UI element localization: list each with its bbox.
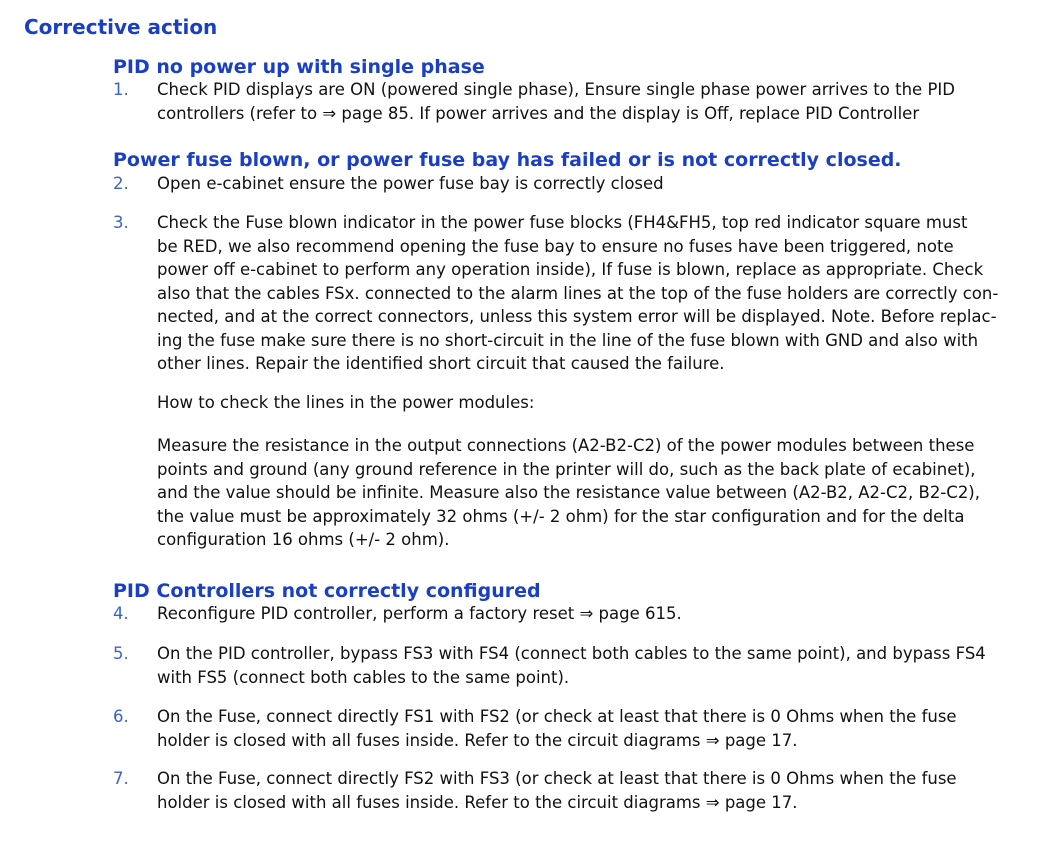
section-heading-pid-no-power: PID no power up with single phase: [113, 56, 485, 78]
item-text: [157, 642, 1009, 689]
text-line: holder is closed with all fuses inside. Refer to the circuit diagrams ⇒ page 17.: [157, 792, 798, 812]
section-heading-power-fuse: Power fuse blown, or power fuse bay has failed or is not correctly closed.: [113, 149, 902, 171]
text-line: Check the Fuse blown indicator in the power fuse blocks (FH4&FH5, top red indicator square must: [157, 213, 968, 232]
text-line: Reconfigure PID controller, perform a factory reset ⇒ page 615.: [157, 604, 682, 623]
item-number: 2.: [113, 174, 129, 193]
item-text: [157, 602, 1009, 626]
note-paragraph-how-to-check: [157, 391, 1009, 415]
text-line: other lines. Repair the identified short circuit that caused the failure.: [157, 354, 725, 373]
item-number: 7.: [113, 769, 129, 788]
text-line: On the PID controller, bypass FS3 with FS4 (connect both cables to the same point), and bypass FS4: [157, 644, 986, 663]
text-line: also that the cables FSx. connected to the alarm lines at the top of the fuse holders are correctly con-: [157, 283, 999, 303]
text-line: controllers (refer to ⇒ page 85. If power arrives and the display is Off, replace PID Controller: [157, 103, 920, 123]
text-line: be RED, we also recommend opening the fuse bay to ensure no fuses have been triggered, note: [157, 236, 954, 256]
text-line: points and ground (any ground reference in the printer will do, such as the back plate of ecabinet),: [157, 459, 976, 479]
text-line: Measure the resistance in the output connections (A2-B2-C2) of the power modules between these: [157, 436, 975, 455]
item-text: [157, 767, 1009, 814]
text-line: power off e-cabinet to perform any operation inside), If fuse is blown, replace as appropriate. Check: [157, 260, 984, 279]
item-text: [157, 211, 1009, 376]
note-paragraph-measure: [157, 434, 1009, 552]
item-text: [157, 172, 1009, 196]
text-line: On the Fuse, connect directly FS1 with FS2 (or check at least that there is 0 Ohms when the fuse: [157, 707, 957, 726]
text-line: and the value should be infinite. Measure also the resistance value between (A2-B2, A2-C2, B2-C2),: [157, 483, 980, 502]
text-line: Open e-cabinet ensure the power fuse bay is correctly closed: [157, 174, 664, 193]
page-title: Corrective action: [24, 15, 218, 39]
item-text: [157, 78, 1009, 125]
section-heading-pid-not-configured: PID Controllers not correctly configured: [113, 580, 541, 602]
text-line: nected, and at the correct connectors, unless this system error will be displayed. Note. Before replac-: [157, 307, 997, 326]
text-line: How to check the lines in the power modules:: [157, 393, 535, 412]
text-line: the value must be approximately 32 ohms (+/- 2 ohm) for the star configuration and for the delta: [157, 506, 965, 526]
text-line: Check PID displays are ON (powered single phase), Ensure single phase power arrives to the PID: [157, 80, 955, 99]
item-number: 1.: [113, 80, 129, 99]
text-line: configuration 16 ohms (+/- 2 ohm).: [157, 530, 450, 549]
item-number: 5.: [113, 644, 129, 663]
text-line: ing the fuse make sure there is no short-circuit in the line of the fuse blown with GND and also with: [157, 330, 979, 350]
text-line: holder is closed with all fuses inside. Refer to the circuit diagrams ⇒ page 17.: [157, 730, 798, 750]
text-line: On the Fuse, connect directly FS2 with FS3 (or check at least that there is 0 Ohms when the fuse: [157, 769, 957, 788]
item-number: 3.: [113, 213, 129, 232]
text-line: with FS5 (connect both cables to the same point).: [157, 667, 570, 687]
item-number: 4.: [113, 604, 129, 623]
item-number: 6.: [113, 707, 129, 726]
item-text: [157, 705, 1009, 752]
